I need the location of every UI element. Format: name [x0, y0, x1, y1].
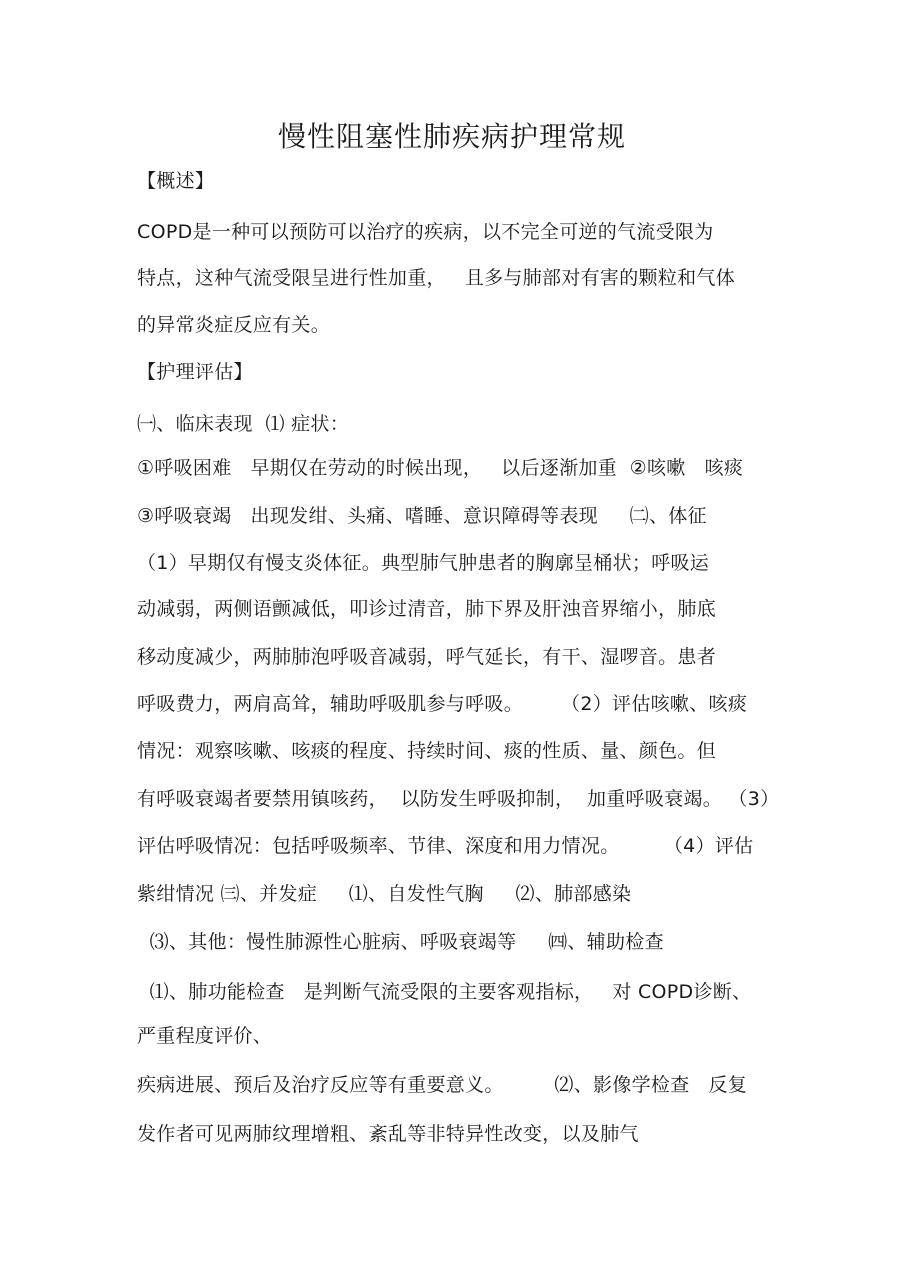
paragraph-line: 特点，这种气流受限呈进行性加重， 且多与肺部对有害的颗粒和气体 [137, 267, 736, 289]
paragraph-line: 的异常炎症反应有关。 [137, 314, 331, 336]
paragraph-line: 呼吸费力，两肩高耸，辅助呼吸肌参与呼吸。 （2）评估咳嗽、咳痰 [137, 693, 748, 715]
paragraph-line: ③呼吸衰竭 出现发绀、头痛、嗜睡、意识障碍等表现 ㈡、体征 [137, 505, 707, 527]
paragraph-line: ①呼吸困难 早期仅在劳动的时候出现， 以后逐渐加重 ②咳嗽 咳痰 [137, 457, 744, 479]
paragraph-line: （1）早期仅有慢支炎体征。典型肺气肿患者的胸廓呈桶状；呼吸运 [137, 552, 710, 574]
paragraph-line: 评估呼吸情况：包括呼吸频率、节律、深度和用力情况。 （4）评估 [137, 835, 754, 857]
paragraph-line: ⑶、其他：慢性肺源性心脏病、呼吸衰竭等 ㈣、辅助检查 [137, 931, 664, 953]
paragraph-line: 疾病进展、预后及治疗反应等有重要意义。 ⑵、影像学检查 反复 [137, 1074, 748, 1096]
section-heading-assessment: 【护理评估】 [137, 361, 253, 383]
paragraph-line: 严重程度评价、 [137, 1025, 273, 1047]
paragraph-line: 移动度减少，两肺肺泡呼吸音减弱，呼气延长，有干、湿啰音。患者 [137, 646, 717, 668]
paragraph-line: 发作者可见两肺纹理增粗、紊乱等非特异性改变，以及肺气 [137, 1123, 639, 1145]
document-title: 慢性阻塞性肺疾病护理常规 [277, 120, 626, 153]
paragraph-line: ㈠、临床表现 ⑴ 症状： [137, 413, 350, 435]
paragraph-line: 情况：观察咳嗽、咳痰的程度、持续时间、痰的性质、量、颜色。但 [137, 740, 717, 762]
paragraph-line: ⑴、肺功能检查 是判断气流受限的主要客观指标， 对 COPD诊断、 [137, 981, 752, 1003]
paragraph-line: 动减弱，两侧语颤减低，叩诊过清音，肺下界及肝浊音界缩小，肺底 [137, 598, 717, 620]
paragraph-line: COPD是一种可以预防可以治疗的疾病，以不完全可逆的气流受限为 [137, 221, 714, 243]
section-heading-overview: 【概述】 [137, 170, 215, 192]
paragraph-line: 紫绀情况 ㈢、并发症 ⑴、自发性气胸 ⑵、肺部感染 [137, 883, 632, 905]
paragraph-line: 有呼吸衰竭者要禁用镇咳药， 以防发生呼吸抑制， 加重呼吸衰竭。 （3） [137, 788, 780, 810]
